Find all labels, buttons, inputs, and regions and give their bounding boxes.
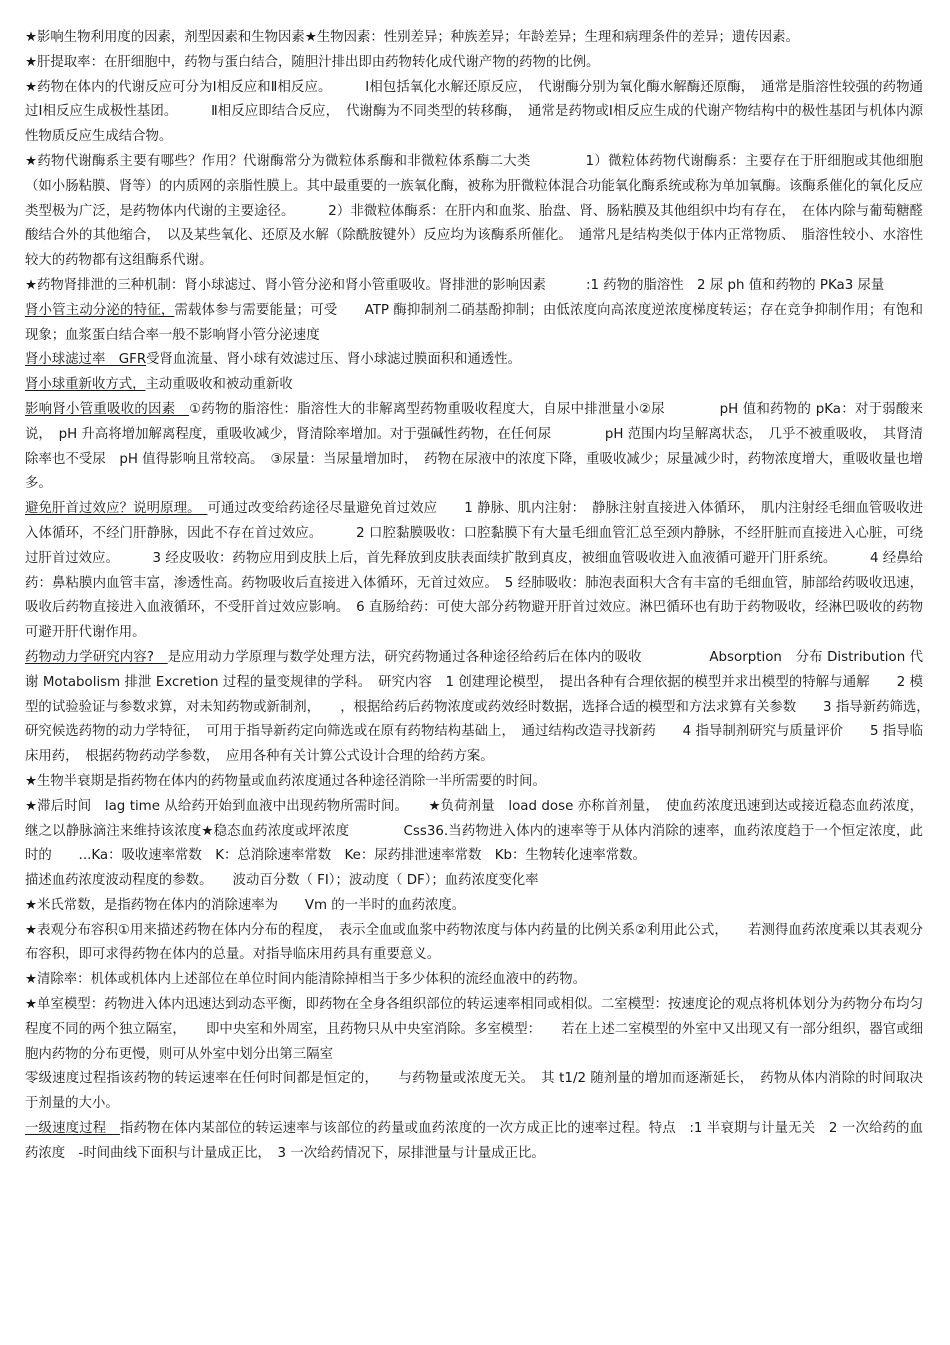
paragraph-half-life (25, 770, 923, 795)
paragraph-renal-excretion (25, 274, 923, 299)
paragraph-text: 零级速度过程指该药物的转运速率在任何时间都是恒定的， 与药物量或浓度无关。 其 t1/2 随剂量的增加而逐渐延长， 药物从体内消除的时间取决于剂量的大小。 (25, 1071, 923, 1112)
paragraph-metabolic-phases (25, 76, 923, 150)
paragraph-text: ★米氏常数，是指药物在体内的消除速率为 Vm 的一半时的血药浓度。 (25, 897, 466, 913)
paragraph-gfr (25, 348, 923, 373)
paragraph-hepatic-extraction (25, 51, 923, 76)
heading-gfr: 肾小球滤过率 GFR (25, 352, 147, 368)
paragraph-text: ★清除率：机体或机体内上述部位在单位时间内能清除掉相当于多少体积的流经血液中的药物。 (25, 972, 587, 988)
paragraph-text: 可通过改变给药途径尽量避免首过效应 1 静脉、肌内注射： 静脉注射直接进入体循环， 肌内注射经毛细血管吸收进入体循环，不经门肝静脉，因此不存在首过效应。 2 口腔黏膜吸收：口腔黏膜下有大量毛细血管汇总至颈内静脉，不经肝脏而直接进入心脏，可绕过肝首过效应。 3 经皮吸收：药物应用到皮肤上后，首先释放到皮肤表面续扩散到真皮，被细血管吸收进入血液循可避开门肝系统。 4 经鼻给药：鼻粘膜内血管丰富，渗透性高。药物吸收后直接进入体循环，无首过效应。 5 经肺吸收：肺泡表面积大含有丰富的毛细血管，肺部给药吸收迅速，吸收后药物直接进入血液循环，不受肝首过效应影响。 6 直肠给药：可使大部分药物避开肝首过效应。淋巴循环也有助于药物吸收，经淋巴吸收的药物可避开肝代谢作用。 (25, 501, 923, 641)
paragraph-fluctuation (25, 869, 923, 894)
paragraph-text: ①药物的脂溶性：脂溶性大的非解离型药物重吸收程度大，自尿中排泄量小②尿 pH 值和药物的 pKa：对于弱酸来说， pH 升高将增加解离程度，重吸收减少，肾清除率增加。对于强碱性药物，在任何尿 pH 范围内均呈解离状态， 几乎不被重吸收， 其肾清除率也不受尿 pH 值得影响且常较高。 ③尿量：当尿量增加时， 药物在尿液中的浓度下降，重吸收减少；尿量减少时，药物浓度增大，重吸收量也增多。 (25, 401, 924, 492)
heading-pharmacokinetics: 药物动力学研究内容? (25, 649, 168, 665)
paragraph-lag-time (25, 795, 923, 869)
paragraph-text: 受肾血流量、肾小球有效滤过压、肾小球滤过膜面积和通透性。 (146, 352, 522, 368)
paragraph-text: ★生物半衰期是指药物在体内的药物量或血药浓度通过各种途径消除一半所需要的时间。 (25, 773, 546, 789)
paragraph-reabsorption-modes (25, 373, 923, 398)
paragraph-text: ★滞后时间 lag time 从给药开始到血液中出现药物所需时间。 ★负荷剂量 load dose 亦称首剂量， 使血药浓度迅速到达或接近稳态血药浓度，继之以静脉滴注来维持该浓度★稳态血药浓度或坪浓度 Css36.当药物进入体内的速率等于从体内消除的速率，血药浓度趋于一个恒定浓度，此时的 ...Ka：吸收速率常数 K：总消除速率常数 Ke：尿药排泄速率常数 Kb：生物转化速率常数。 (25, 798, 923, 864)
paragraph-tubular-secretion (25, 299, 923, 349)
paragraph-text: ★肝提取率：在肝细胞中，药物与蛋白结合，随胆汁排出即由药物转化成代谢产物的药物的比例。 (25, 54, 600, 70)
paragraph-zero-order (25, 1067, 923, 1117)
paragraph-text: 主动重吸收和被动重新收 (145, 377, 293, 393)
paragraph-michaelis (25, 894, 923, 919)
paragraph-first-order (25, 1117, 923, 1167)
paragraph-distribution-volume (25, 919, 923, 969)
paragraph-reabsorption-factors (25, 398, 923, 497)
paragraph-text: ★影响生物利用度的因素，剂型因素和生物因素★生物因素：性别差异；种族差异；年龄差异；生理和病理条件的差异；遗传因素。 (25, 30, 799, 45)
paragraph-text: ★药物代谢酶系主要有哪些？作用？代谢酶常分为微粒体系酶和非微粒体系酶二大类 1）微粒体药物代谢酶系：主要存在于肝细胞或其他细胞（如小肠粘膜、肾等）的内质网的亲脂性膜上。其中最重要的一族氧化酶，被称为肝微粒体混合功能氧化酶系统或称为单加氧酶。该酶系催化的氧化反应类型极为广泛，是药物体内代谢的主要途径。 2）非微粒体酶系：在肝内和血浆、胎盘、肾、肠粘膜及其他组织中均有存在， 在体内除与葡萄糖醛酸结合外的其他缩合， 以及某些氧化、还原及水解（除酰胺键外）反应均为该酶系所催化。 通常凡是结构类似于体内正常物质、 脂溶性较小、水溶性较大的药物都有这组酶系代谢。 (25, 153, 923, 269)
paragraph-pharmacokinetics (25, 646, 937, 770)
paragraph-first-pass (25, 497, 923, 646)
paragraph-text: 描述血药浓度波动程度的参数。 波动百分数（ FI）；波动度（ DF）；血药浓度变化率 (25, 873, 539, 889)
heading-tubular-secretion: 肾小管主动分泌的特征， (25, 302, 175, 318)
paragraph-compartment-models (25, 993, 923, 1067)
paragraph-text: ★药物肾排泄的三种机制：肾小球滤过、肾小管分泌和肾小管重吸收。肾排泄的影响因素 :1 药物的脂溶性 2 尿 ph 值和药物的 PKa3 尿量 (25, 277, 885, 293)
paragraph-text: ★药物在体内的代谢反应可分为Ⅰ相反应和Ⅱ相反应。 Ⅰ相包括氧化水解还原反应， 代谢酶分别为氧化酶水解酶还原酶， 通常是脂溶性较强的药物通过Ⅰ相反应生成极性基团。 Ⅱ相反应即结合反应， 代谢酶为不同类型的转移酶， 通常是药物或Ⅰ相反应生成的代谢产物结构中的极性基团与机体内源性物质反应生成结合物。 (25, 79, 923, 145)
paragraph-text: 指药物在体内某部位的转运速率与该部位的药量或血药浓度的一次方成正比的速率过程。特点 :1 半衰期与计量无关 2 一次给药的血药浓度 -时间曲线下面积与计量成正比， 3 一次给药情况下，尿排泄量与计量成正比。 (25, 1121, 924, 1161)
paragraph-bioavailability-factors (25, 26, 923, 51)
paragraph-text: ★单室模型：药物进入体内迅速达到动态平衡，即药物在全身各组织部位的转运速率相同或相似。二室模型：按速度论的观点将机体划分为药物分布均匀程度不同的两个独立隔室， 即中央室和外周室，且药物只从中央室消除。多室模型： 若在上述二室模型的外室中又出现又有一部分组织，器官或细胞内药物的分布更慢，则可从外室中划分出第三隔室 (25, 997, 923, 1062)
paragraph-text: 是应用动力学原理与数学处理方法，研究药物通过各种途径给药后在体内的吸收 Absorption 分布 Distribution 代谢 Motabolism 排泄 Excretion 过程的量变规律的学科。 研究内容 1 创建理论模型， 提出各种有合理依据的模型并求出模型的特解与通解 2 模型的试验验证与参数求算，对未知药物或新制剂， ，根据给药后药物浓度或药效经时数据，选择合适的模型和方法求算有关参数 3 指导新药筛选， 研究候选药物的动力学特征， 可用于指导新药定向筛选或在原有药物结构基础上， 通过结构改造寻找新药 4 指导制剂研究与质量评价 5 指导临床用药， 根据药物药动学参数， 应用各种有关计算公式设计合理的给药方案。 (25, 649, 937, 765)
paragraph-text: 需载体参与需要能量；可受 ATP 酶抑制剂二硝基酚抑制；由低浓度向高浓度逆浓度梯度转运；存在竞争抑制作用；有饱和现象；血浆蛋白结合率一般不影响肾小管分泌速度 (25, 302, 923, 343)
heading-first-order: 一级速度过程 (25, 1121, 120, 1137)
paragraph-text: ★表观分布容积①用来描述药物在体内分布的程度， 表示全血或血浆中药物浓度与体内药量的比例关系②利用此公式， 若测得血药浓度乘以其表观分布容积，即可求得药物在体内的总量。对指导临床用药具有重要意义。 (25, 922, 923, 963)
heading-reabsorption-modes: 肾小球重新收方式， (25, 377, 146, 393)
document-body (25, 26, 937, 1167)
paragraph-clearance (25, 968, 923, 993)
paragraph-metabolic-enzymes (25, 150, 923, 274)
heading-reabsorption-factors: 影响肾小管重吸收的因素 (25, 401, 190, 417)
heading-first-pass: 避免肝首过效应？说明原理。 (25, 501, 208, 517)
